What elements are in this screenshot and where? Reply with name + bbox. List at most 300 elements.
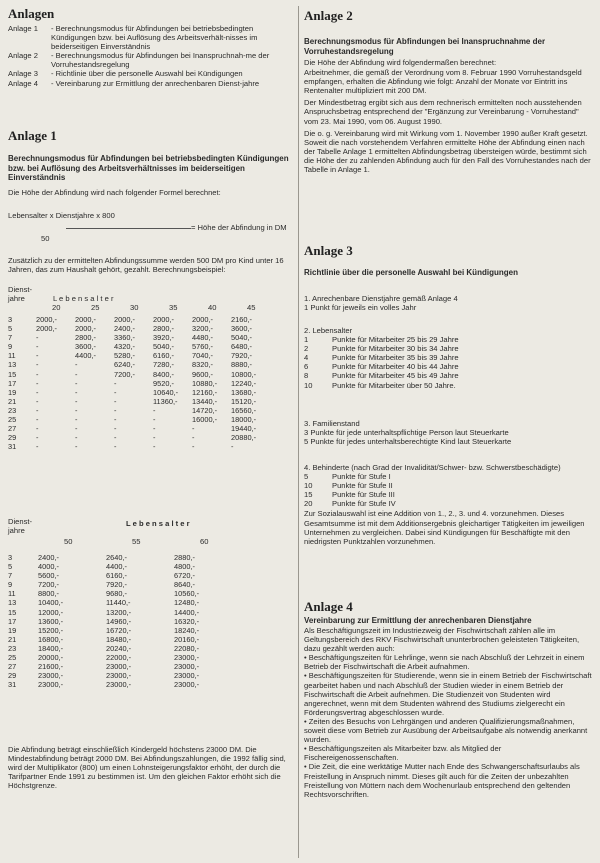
table-row: [8, 671, 242, 680]
section-4-item: [304, 490, 592, 499]
table1-value-cell: -: [36, 378, 39, 388]
table2-dienstjahre-cell: 15: [8, 607, 17, 617]
table1-age-header: 30: [130, 303, 139, 312]
section-2-item: [304, 335, 592, 344]
table1-value-cell: -: [75, 378, 78, 388]
table2-value-cell: 23000,-: [38, 680, 64, 690]
table1-dienstjahre-cell: 7: [8, 333, 13, 343]
table1-value-cell: 2000,-: [114, 315, 135, 324]
section-4-label: Punkte für Stufe II: [332, 481, 393, 491]
anlage2-p4: Die o. g. Vereinbarung wird mit Wirkung vom 1. November 1990 außer Kraft gesetzt. Soweit die nach vorstehendem Verfahren ermittelte Höhe der Abfindung einen nach der Tabelle Anlage 1 ermittelten Abfindungsbetrag übersteigen würde, bestimmt sich die Höhe der zu zahlenden Abfindung auch für den Fall des Vorruhestandes nach der Tabelle in Anlage 1.: [304, 128, 591, 175]
table2-value-cell: 20160,-: [174, 634, 200, 644]
table1-value-cell: -: [192, 433, 195, 443]
column-divider: [298, 6, 299, 858]
table1-value-cell: 4400,-: [75, 351, 96, 361]
section-2-title: 2. Lebensalter: [304, 326, 353, 335]
section-4-item: [304, 499, 592, 508]
table2-dienstjahre-cell: 9: [8, 580, 13, 590]
table2-value-cell: 23000,-: [174, 653, 200, 663]
table2-value-cell: 18400,-: [38, 643, 64, 653]
table1-dienstjahre-cell: 5: [8, 324, 13, 334]
section-2-points: 4: [304, 353, 309, 363]
table2-value-cell: 21600,-: [38, 662, 64, 672]
formula-numerator: Lebensalter x Dienstjahre x 800: [8, 211, 115, 220]
table2-value-cell: 9680,-: [106, 589, 127, 599]
table1-value-cell: 8320,-: [192, 360, 213, 370]
table1-value-cell: 16000,-: [192, 415, 218, 425]
anlagen-list-item: [8, 51, 297, 69]
table2: [8, 517, 297, 689]
table2-age-header: 60: [200, 537, 209, 546]
section-2-item: [304, 371, 592, 380]
anlage2-heading: Anlage 2: [304, 8, 353, 23]
table1-value-cell: 3600,-: [231, 324, 252, 334]
table2-dienstjahre-cell: 17: [8, 616, 17, 626]
table1-dienstjahre-cell: 15: [8, 369, 17, 379]
table2-dienstjahre-cell: 13: [8, 598, 17, 608]
anlage1-heading: Anlage 1: [8, 128, 57, 143]
table-row: [8, 617, 242, 626]
table1-age-label: L e b e n s a l t e r: [53, 294, 114, 303]
table1-value-cell: 20880,-: [231, 433, 257, 443]
table1-value-cell: 4480,-: [192, 333, 213, 343]
table1-age-header: 35: [169, 303, 178, 312]
table1-value-cell: 2000,-: [75, 324, 96, 334]
table1-value-cell: -: [192, 442, 195, 452]
table1-dienstjahre-cell: 23: [8, 405, 17, 415]
table-row: [8, 662, 242, 671]
section-2-points: 1: [304, 335, 309, 345]
section-4-item: [304, 472, 592, 481]
table-row: [8, 644, 242, 653]
table2-value-cell: 2640,-: [106, 553, 127, 562]
section-2-items: [304, 335, 592, 390]
anlage4-bullet: • Beschäftigungszeiten für Lehrlinge, wenn sie nach Abschluß der Lehrzeit in einem Betrieb der Fischwirtschaft die Arbeit aufnahmen.: [304, 653, 585, 672]
table2-value-cell: 4000,-: [38, 562, 59, 572]
table1-dienstjahre-cell: 3: [8, 315, 13, 324]
section-4-title: 4. Behinderte (nach Grad der Invalidität/Schwer- bzw. Schwerstbeschädigte): [304, 463, 561, 472]
table2-value-cell: 18480,-: [106, 634, 132, 644]
table-row: [8, 589, 242, 598]
table-row: [8, 626, 242, 635]
anlagen-heading: Anlagen: [8, 6, 55, 21]
table1-value-cell: 9600,-: [192, 369, 213, 379]
closing-text: Die Abfindung beträgt einschließlich Kindergeld höchstens 23000 DM. Die Mindestabfindung beträgt 2000 DM. Bei Abfindungszahlungen, die 1992 fällig sind, wird der Multiplikator (800) um einen Lohnsteigerungsfaktor erhöht, der durch die Tarifpartner Ende 1991 zu bestimmen ist. Um den gleichen Faktor erhöht sich die Höchstgrenze.: [8, 745, 286, 791]
table-row: [8, 653, 242, 662]
table2-value-cell: 23000,-: [106, 671, 132, 681]
table2-dienstjahre-cell: 3: [8, 553, 13, 562]
table2-dienstjahre-cell: 5: [8, 562, 13, 572]
table1-value-cell: -: [114, 396, 117, 406]
table1-value-cell: 6240,-: [114, 360, 135, 370]
table1-value-cell: -: [36, 442, 39, 452]
anlage1-subheading: Berechnungsmodus für Abfindungen bei betriebsbedingten Kündigungen bzw. bei Auflösung des Arbeitsverhältnisses im beiderseitigen Einverständnis: [8, 154, 289, 182]
section-2-label: Punkte für Mitarbeiter über 50 Jahre.: [332, 380, 456, 390]
table2-value-cell: 22080,-: [174, 643, 200, 653]
table1-value-cell: 2800,-: [153, 324, 174, 334]
table1-value-cell: -: [75, 424, 78, 434]
section-4-points: 20: [304, 499, 313, 509]
table-row: [8, 370, 270, 379]
table1-value-cell: -: [36, 396, 39, 406]
section-4-points: 10: [304, 481, 313, 491]
table2-dienstjahre-cell: 19: [8, 625, 17, 635]
table2-value-cell: 10560,-: [174, 589, 200, 599]
anlagen-list-text: - Vereinbarung zur Ermittlung der anrechenbaren Dienst-jahre: [51, 78, 260, 88]
table1-value-cell: 2800,-: [75, 333, 96, 343]
table1-value-cell: 8400,-: [153, 369, 174, 379]
section-2-points: 10: [304, 380, 313, 390]
anlage4-bullet: • Beschäftigungszeiten für Studierende, wenn sie in einem Betrieb der Fischwirtschaft gearbeitet haben und nach Abschluß der Studien wieder in einem Betrieb der Fischwirtschaft die Arbeit aufnehmen. Die Studienzeit von Studenten wird angerechnet, wenn mit dem Studenten während des Studiums zielgerecht ein Förderungsvertrag abgeschlossen wurde.: [304, 671, 592, 717]
table1-value-cell: -: [114, 433, 117, 443]
table1-value-cell: -: [153, 415, 156, 425]
table-row: [8, 388, 270, 397]
table2-value-cell: 23000,-: [174, 662, 200, 672]
table2-value-cell: 23000,-: [106, 680, 132, 690]
table1-value-cell: -: [114, 405, 117, 415]
table1-value-cell: 2400,-: [114, 324, 135, 334]
table-row: [8, 680, 242, 689]
table-row: [8, 553, 242, 562]
table2-value-cell: 23000,-: [174, 671, 200, 681]
table-row: [8, 397, 270, 406]
table-row: [8, 415, 270, 424]
table1-value-cell: 16560,-: [231, 405, 257, 415]
table1-dienstjahre-cell: 29: [8, 433, 17, 443]
table1-value-cell: -: [75, 433, 78, 443]
section-3: [304, 419, 592, 446]
table1-age-spacer: [8, 303, 52, 312]
table1-value-cell: -: [75, 360, 78, 370]
table1-value-cell: 5280,-: [114, 351, 135, 361]
anlagen-list-key: Anlage 4: [8, 78, 38, 88]
table1-value-cell: 6160,-: [153, 351, 174, 361]
section-4-text: Zur Sozialauswahl ist eine Addition von 1., 2., 3. und 4. vorzunehmen. Dieses Gesamtsumme ist mit dem Additionsergebnis gleichartiger Tätigkeiten im jeweiligen Unternehmen zu vergleichen. Dabei sind Kündigungen für Beschäftigte mit den niedrigsten Punktzahlen vorzunehmen.: [304, 509, 585, 546]
table2-value-cell: 20000,-: [38, 653, 64, 663]
anlagen-list-item: [8, 79, 297, 88]
table1-value-cell: 10880,-: [192, 378, 218, 388]
table1-value-cell: 2000,-: [192, 315, 213, 324]
table-row: [8, 433, 270, 442]
table1-value-cell: 2000,-: [153, 315, 174, 324]
table1-value-cell: -: [36, 415, 39, 425]
table2-value-cell: 4400,-: [106, 562, 127, 572]
table1-value-cell: 7280,-: [153, 360, 174, 370]
table-row: [8, 315, 270, 324]
table1-dienstjahre-cell: 31: [8, 442, 17, 452]
section-2-points: 2: [304, 344, 309, 354]
table1-value-cell: -: [75, 415, 78, 425]
table2-value-cell: 7200,-: [38, 580, 59, 590]
table2-dienstjahre-cell: 27: [8, 662, 17, 672]
anlagen-list-item: [8, 69, 297, 78]
section-2-label: Punkte für Mitarbeiter 30 bis 34 Jahre: [332, 344, 459, 354]
section-4-label: Punkte für Stufe I: [332, 472, 391, 482]
table2-value-cell: 5600,-: [38, 571, 59, 581]
table2-value-cell: 23000,-: [174, 680, 200, 690]
table1-value-cell: 12240,-: [231, 378, 257, 388]
table1-value-cell: -: [36, 342, 39, 352]
table-row: [8, 360, 270, 369]
section-2-points: 8: [304, 371, 309, 381]
table2-value-cell: 10400,-: [38, 598, 64, 608]
table1-value-cell: -: [114, 378, 117, 388]
formula: [8, 211, 297, 243]
table1-value-cell: -: [36, 369, 39, 379]
table1-value-cell: -: [75, 369, 78, 379]
table1-age-header: 40: [208, 303, 217, 312]
table1-value-cell: 15120,-: [231, 396, 257, 406]
section-1: [304, 294, 592, 312]
section-4-label: Punkte für Stufe III: [332, 490, 395, 500]
table-row: [8, 406, 270, 415]
table2-value-cell: 14960,-: [106, 616, 132, 626]
table-row: [8, 379, 270, 388]
table-row: [8, 598, 242, 607]
table1-value-cell: -: [36, 424, 39, 434]
table2-value-cell: 8800,-: [38, 589, 59, 599]
section-2-label: Punkte für Mitarbeiter 45 bis 49 Jahre: [332, 371, 459, 381]
anlage4-bullet: • Die Zeit, die eine werktätige Mutter nach Ende des Schwangerschaftsurlaubs als Freistellung in Anspruch nimmt. Dieses gilt auch für die Zeiten der unbezahlten Freistellung von Müttern nach dem Wochenurlaub entsprechend den geltenden Rechtsvorschriften.: [304, 762, 580, 799]
section-2-item: [304, 344, 592, 353]
table2-dienstjahre-cell: 31: [8, 680, 17, 690]
table1-value-cell: 2000,-: [36, 315, 57, 324]
table1-value-cell: 8880,-: [231, 360, 252, 370]
table1-value-cell: -: [114, 442, 117, 452]
section-4-item: [304, 481, 592, 490]
table2-value-cell: 12000,-: [38, 607, 64, 617]
table1-value-cell: 7200,-: [114, 369, 135, 379]
table1-value-cell: -: [36, 360, 39, 370]
table2-value-cell: 23000,-: [38, 671, 64, 681]
table2-dienstjahre-cell: 29: [8, 671, 17, 681]
table1-value-cell: 13440,-: [192, 396, 218, 406]
table-row: [8, 580, 242, 589]
anlage1-intro: Die Höhe der Abfindung wird nach folgender Formel berechnet:: [8, 188, 221, 197]
table2-value-cell: 16800,-: [38, 634, 64, 644]
table1-row-header: Dienst- jahre: [8, 285, 33, 304]
table1: [8, 285, 297, 451]
section-3-title: 3. Familienstand: [304, 419, 360, 428]
table1-value-cell: 10640,-: [153, 387, 179, 397]
section-4-points: 15: [304, 490, 313, 500]
table1-value-cell: 9520,-: [153, 378, 174, 388]
section-4-label: Punkte für Stufe IV: [332, 499, 396, 509]
table1-value-cell: 2160,-: [231, 315, 252, 324]
section-2-label: Punkte für Mitarbeiter 40 bis 44 Jahre: [332, 362, 459, 372]
table1-value-cell: 13680,-: [231, 387, 257, 397]
table1-value-cell: -: [153, 433, 156, 443]
section-3-line-2: 5 Punkte für jedes unterhaltsberechtigte Kind laut Steuerkarte: [304, 437, 512, 447]
table2-value-cell: 6720,-: [174, 571, 195, 581]
table1-value-cell: 19440,-: [231, 424, 257, 434]
table1-value-cell: -: [192, 424, 195, 434]
table1-value-cell: 11360,-: [153, 396, 178, 406]
table1-value-cell: -: [36, 333, 39, 343]
zusatz-text: Zusätzlich zu der ermittelten Abfindungssumme werden 500 DM pro Kind unter 16 Jahren, das zum Haushalt gehört, gezahlt. Berechnungsbeispiel:: [8, 256, 284, 275]
section-2-item: [304, 381, 592, 390]
table2-dienstjahre-cell: 25: [8, 653, 17, 663]
anlage4-heading: Anlage 4: [304, 599, 353, 614]
table-row: [8, 324, 270, 333]
table1-value-cell: 3360,-: [114, 333, 135, 343]
table1-dienstjahre-cell: 17: [8, 378, 17, 388]
table1-value-cell: 7920,-: [231, 351, 252, 361]
table1-value-cell: -: [75, 387, 78, 397]
table2-body: [8, 553, 242, 689]
anlagen-list-text: - Berechnungsmodus für Abfindungen bei betriebsbedingten Kündigungen bzw. bei Auflösung des Arbeitsverhält-nisses im beiderseitigen Einverständnis: [51, 24, 258, 52]
table1-value-cell: -: [231, 442, 234, 452]
anlage4-bullet: • Beschäftigungszeiten als Mitarbeiter bzw. als Mitglied der Fischereigenossenschaften.: [304, 744, 502, 763]
table2-value-cell: 7920,-: [106, 580, 127, 590]
table-row: [8, 342, 270, 351]
table1-value-cell: 3920,-: [153, 333, 174, 343]
table2-value-cell: 8640,-: [174, 580, 195, 590]
section-2-item: [304, 362, 592, 371]
table1-value-cell: 3600,-: [75, 342, 96, 352]
section-4: [304, 463, 592, 546]
anlagen-list-key: Anlage 2: [8, 51, 38, 61]
table1-age-row: [8, 303, 286, 312]
table1-age-header: 45: [247, 303, 256, 312]
table1-value-cell: -: [114, 415, 117, 425]
table2-value-cell: 16320,-: [174, 616, 200, 626]
anlagen-list: [8, 24, 297, 88]
table1-value-cell: 4320,-: [114, 342, 135, 352]
table1-age-header: 25: [91, 303, 100, 312]
table2-age-label: L e b e n s a l t e r: [126, 519, 190, 528]
section-2-points: 6: [304, 362, 309, 372]
table-row: [8, 608, 242, 617]
section-4-points: 5: [304, 472, 309, 482]
table1-value-cell: -: [36, 405, 39, 415]
formula-result: = Höhe der Abfindung in DM: [191, 223, 287, 232]
table2-age-spacer: [8, 537, 64, 546]
table1-value-cell: 5040,-: [231, 333, 252, 343]
section-1-line: 1 Punkt für jeweils ein volles Jahr: [304, 303, 417, 313]
table1-value-cell: 14720,-: [192, 405, 218, 415]
table2-value-cell: 4800,-: [174, 562, 195, 572]
anlage4-bullet: • Zeiten des Besuchs von Lehrgängen und anderen Qualifizierungsmaßnahmen, soweit diese vom Betrieb zur Ausübung der Arbeitsaufgabe als notwendig anerkannt wurden.: [304, 716, 588, 745]
table1-value-cell: 10800,-: [231, 369, 257, 379]
section-2-label: Punkte für Mitarbeiter 25 bis 29 Jahre: [332, 335, 459, 345]
table2-value-cell: 12480,-: [174, 598, 200, 608]
anlage2-subheading: Berechnungsmodus für Abfindungen bei Inanspruchnahme der Vorruhestandsregelung: [304, 37, 546, 56]
anlage2-p3: Der Mindestbetrag ergibt sich aus dem rechnerisch ermittelten noch ausstehenden Anspruchsbetrag entsprechend der "Ergänzung zur Vereinbarung - Vorruhestand" vom 23. Mai 1990, vom 06. August 1990.: [304, 98, 582, 126]
table2-value-cell: 20240,-: [106, 643, 132, 653]
table1-dienstjahre-cell: 9: [8, 342, 13, 352]
table1-value-cell: -: [36, 433, 39, 443]
table1-value-cell: 6480,-: [231, 342, 252, 352]
table1-dienstjahre-cell: 11: [8, 351, 16, 361]
table2-value-cell: 16720,-: [106, 625, 132, 635]
anlage4-bullets: [304, 653, 592, 799]
table1-dienstjahre-cell: 27: [8, 424, 17, 434]
table2-dienstjahre-cell: 21: [8, 634, 17, 644]
table1-value-cell: -: [36, 387, 39, 397]
anlagen-list-key: Anlage 3: [8, 69, 38, 79]
table1-value-cell: 3200,-: [192, 324, 213, 334]
table1-value-cell: -: [153, 442, 156, 452]
table-row: [8, 562, 242, 571]
table1-value-cell: -: [153, 405, 156, 415]
table2-value-cell: 15200,-: [38, 625, 64, 635]
anlagen-list-text: - Berechnungsmodus für Abfindungen bei Inanspruchnah-me der Vorruhestandsregelung: [51, 51, 270, 70]
table1-dienstjahre-cell: 25: [8, 415, 17, 425]
formula-denominator: 50: [41, 234, 50, 243]
table-row: [8, 635, 242, 644]
table1-value-cell: -: [75, 405, 78, 415]
table2-value-cell: 6160,-: [106, 571, 127, 581]
table2-value-cell: 11440,-: [106, 598, 131, 608]
table1-dienstjahre-cell: 21: [8, 396, 17, 406]
table-row: [8, 424, 270, 433]
table1-value-cell: -: [114, 387, 117, 397]
table-row: [8, 351, 270, 360]
anlage2-p2: Arbeitnehmer, die gemäß der Verordnung vom 8. Februar 1990 Vorruhestandsgeld empfangen, erhalten die Abfindung wie folgt: Anzahl der Monate vor Eintritt ins Rentenalter multipliziert mit 200 DM.: [304, 68, 582, 96]
table2-value-cell: 13600,-: [38, 616, 64, 626]
table1-age-header: 20: [52, 303, 61, 312]
section-2: [304, 326, 592, 390]
table2-dienstjahre-cell: 11: [8, 589, 16, 599]
table2-dienstjahre-cell: 7: [8, 571, 13, 581]
table1-value-cell: -: [36, 351, 39, 361]
table1-value-cell: -: [153, 424, 156, 434]
anlage4-intro: Als Beschäftigungszeit im Industriezweig der Fischwirtschaft zählen alle im Geltungsbereich des RKV Fischwirtschaft ununterbrochen geleisteten Tätigkeiten, dazu gezählt werden auch:: [304, 626, 580, 654]
table2-value-cell: 23000,-: [106, 662, 132, 672]
table-row: [8, 442, 270, 451]
table1-value-cell: 2000,-: [36, 324, 57, 334]
table1-value-cell: -: [114, 424, 117, 434]
anlage4-subheading: Vereinbarung zur Ermittlung der anrechenbaren Dienstjahre: [304, 616, 532, 625]
table2-dienstjahre-cell: 23: [8, 643, 17, 653]
section-2-item: [304, 353, 592, 362]
section-4-items: [304, 472, 592, 508]
table1-value-cell: 2000,-: [75, 315, 96, 324]
table2-value-cell: 2880,-: [174, 553, 195, 562]
table2-value-cell: 22000,-: [106, 653, 132, 663]
table2-age-row: [8, 537, 268, 546]
table2-value-cell: 14400,-: [174, 607, 200, 617]
table1-value-cell: 12160,-: [192, 387, 218, 397]
table1-value-cell: 7040,-: [192, 351, 213, 361]
table1-dienstjahre-cell: 19: [8, 387, 17, 397]
table2-value-cell: 18240,-: [174, 625, 200, 635]
table2-value-cell: 2400,-: [38, 553, 59, 562]
anlagen-list-item: [8, 24, 297, 51]
table1-value-cell: 5760,-: [192, 342, 213, 352]
fraction-bar: [66, 228, 191, 229]
anlage3-subheading: Richtlinie über die personelle Auswahl bei Kündigungen: [304, 268, 518, 277]
anlagen-list-key: Anlage 1: [8, 24, 38, 33]
table2-age-header: 50: [64, 537, 73, 546]
table2-age-header: 55: [132, 537, 141, 546]
table1-dienstjahre-cell: 13: [8, 360, 17, 370]
table1-value-cell: 18000,-: [231, 415, 257, 425]
section-2-label: Punkte für Mitarbeiter 35 bis 39 Jahre: [332, 353, 459, 363]
table1-value-cell: -: [75, 442, 78, 452]
table1-body: [8, 315, 270, 451]
anlage2-p1: Die Höhe der Abfindung wird folgendermaßen berechnet:: [304, 58, 497, 67]
table-row: [8, 333, 270, 342]
section-3-line-1: 3 Punkte für jede unterhaltspflichtige Person laut Steuerkarte: [304, 428, 509, 438]
table2-row-header: Dienst- jahre: [8, 517, 33, 536]
table1-value-cell: -: [75, 396, 78, 406]
table2-value-cell: 13200,-: [106, 607, 132, 617]
anlagen-list-text: - Richtlinie über die personelle Auswahl bei Kündigungen: [51, 69, 243, 79]
section-1-title: 1. Anrechenbare Dienstjahre gemäß Anlage 4: [304, 294, 458, 303]
table1-value-cell: 5040,-: [153, 342, 174, 352]
